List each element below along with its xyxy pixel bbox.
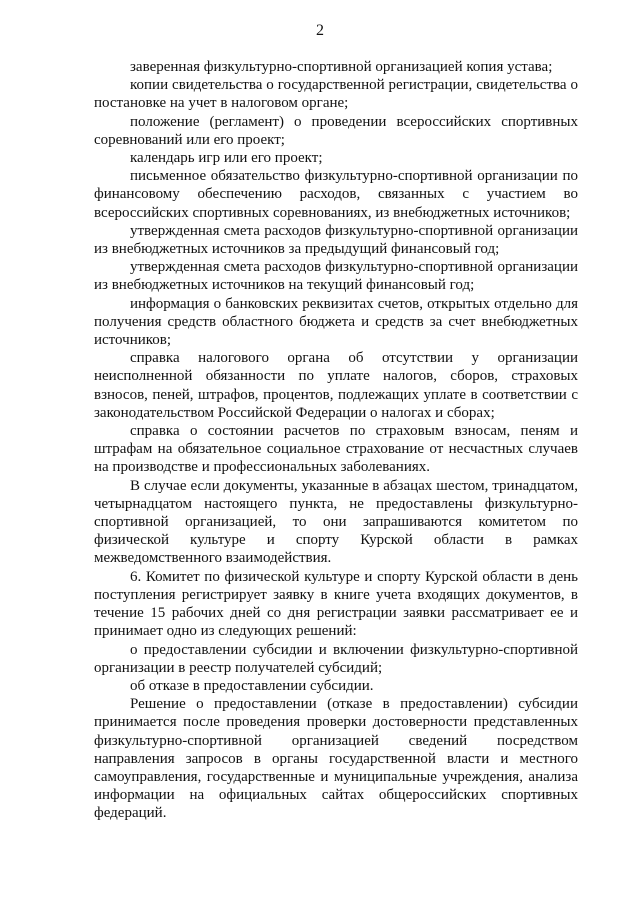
paragraph-interagency-request: В случае если документы, указанные в абзацах шестом, тринадцатом, четырнадцатом настоящего пункта, не предоставлены физкультурно-спортивной организацией, то они запрашиваются комитетом по физической культуре и спорту Курской области в рамках межведомственного взаимодействия. — [94, 477, 578, 567]
paragraph-game-calendar: календарь игр или его проект; — [130, 150, 323, 167]
paragraph-decision-verification: Решение о предоставлении (отказе в предоставлении) субсидии принимается после проведения проверки достоверности представленных физкультурно-спортивной организацией сведений посредством направления запросов в органы государственной власти и местного самоуправления, государственные и муниципальные учреждения, анализа информации на официальных сайтах общероссийских спортивных федераций. — [94, 696, 578, 822]
paragraph-written-obligation: письменное обязательство физкультурно-спортивной организации по финансовому обеспечению расходов, связанных с участием во всероссийских спортивных соревнованиях, из внебюджетных источников; — [94, 168, 578, 221]
paragraph-estimate-current-year: утвержденная смета расходов физкультурно-спортивной организации из внебюджетных источников на текущий финансовый год; — [94, 259, 578, 294]
paragraph-registration-certificates: копии свидетельства о государственной регистрации, свидетельства о постановке на учет в налоговом органе; — [94, 77, 578, 112]
paragraph-section-6: 6. Комитет по физической культуре и спорту Курской области в день поступления регистрирует заявку в книге учета входящих документов, в течение 15 рабочих дней со дня регистрации заявки рассматривает ее и принимает одно из следующих решений: — [94, 568, 578, 640]
paragraph-bank-details: информация о банковских реквизитах счетов, открытых отдельно для получения средств областного бюджета и средств за счет внебюджетных источников; — [94, 295, 578, 349]
paragraph-decision-grant: о предоставлении субсидии и включении физкультурно-спортивной организации в реестр получателей субсидий; — [94, 641, 578, 676]
paragraph-tax-certificate: справка налогового органа об отсутствии у организации неисполненной обязанности по уплате налогов, сборов, страховых взносов, пеней, штрафов, процентов, подлежащих уплате в соответствии с законодательством Российской Федерации о налогах и сборах; — [94, 350, 578, 421]
page-number: 2 — [316, 22, 324, 39]
paragraph-decision-refusal: об отказе в предоставлении субсидии. — [130, 677, 374, 694]
paragraph-estimate-previous-year: утвержденная смета расходов физкультурно-спортивной организации из внебюджетных источников за предыдущий финансовый год; — [94, 222, 578, 258]
paragraph-charter-copy: заверенная физкультурно-спортивной организацией копия устава; — [130, 59, 553, 75]
paragraph-competition-regulations: положение (регламент) о проведении всероссийских спортивных соревнований или его проект; — [94, 113, 578, 148]
paragraph-insurance-certificate: справка о состоянии расчетов по страховым взносам, пеням и штрафам на обязательное социальное страхование от несчастных случаев на производстве и профессиональных заболеваниях. — [94, 423, 578, 476]
document-body — [94, 58, 578, 823]
